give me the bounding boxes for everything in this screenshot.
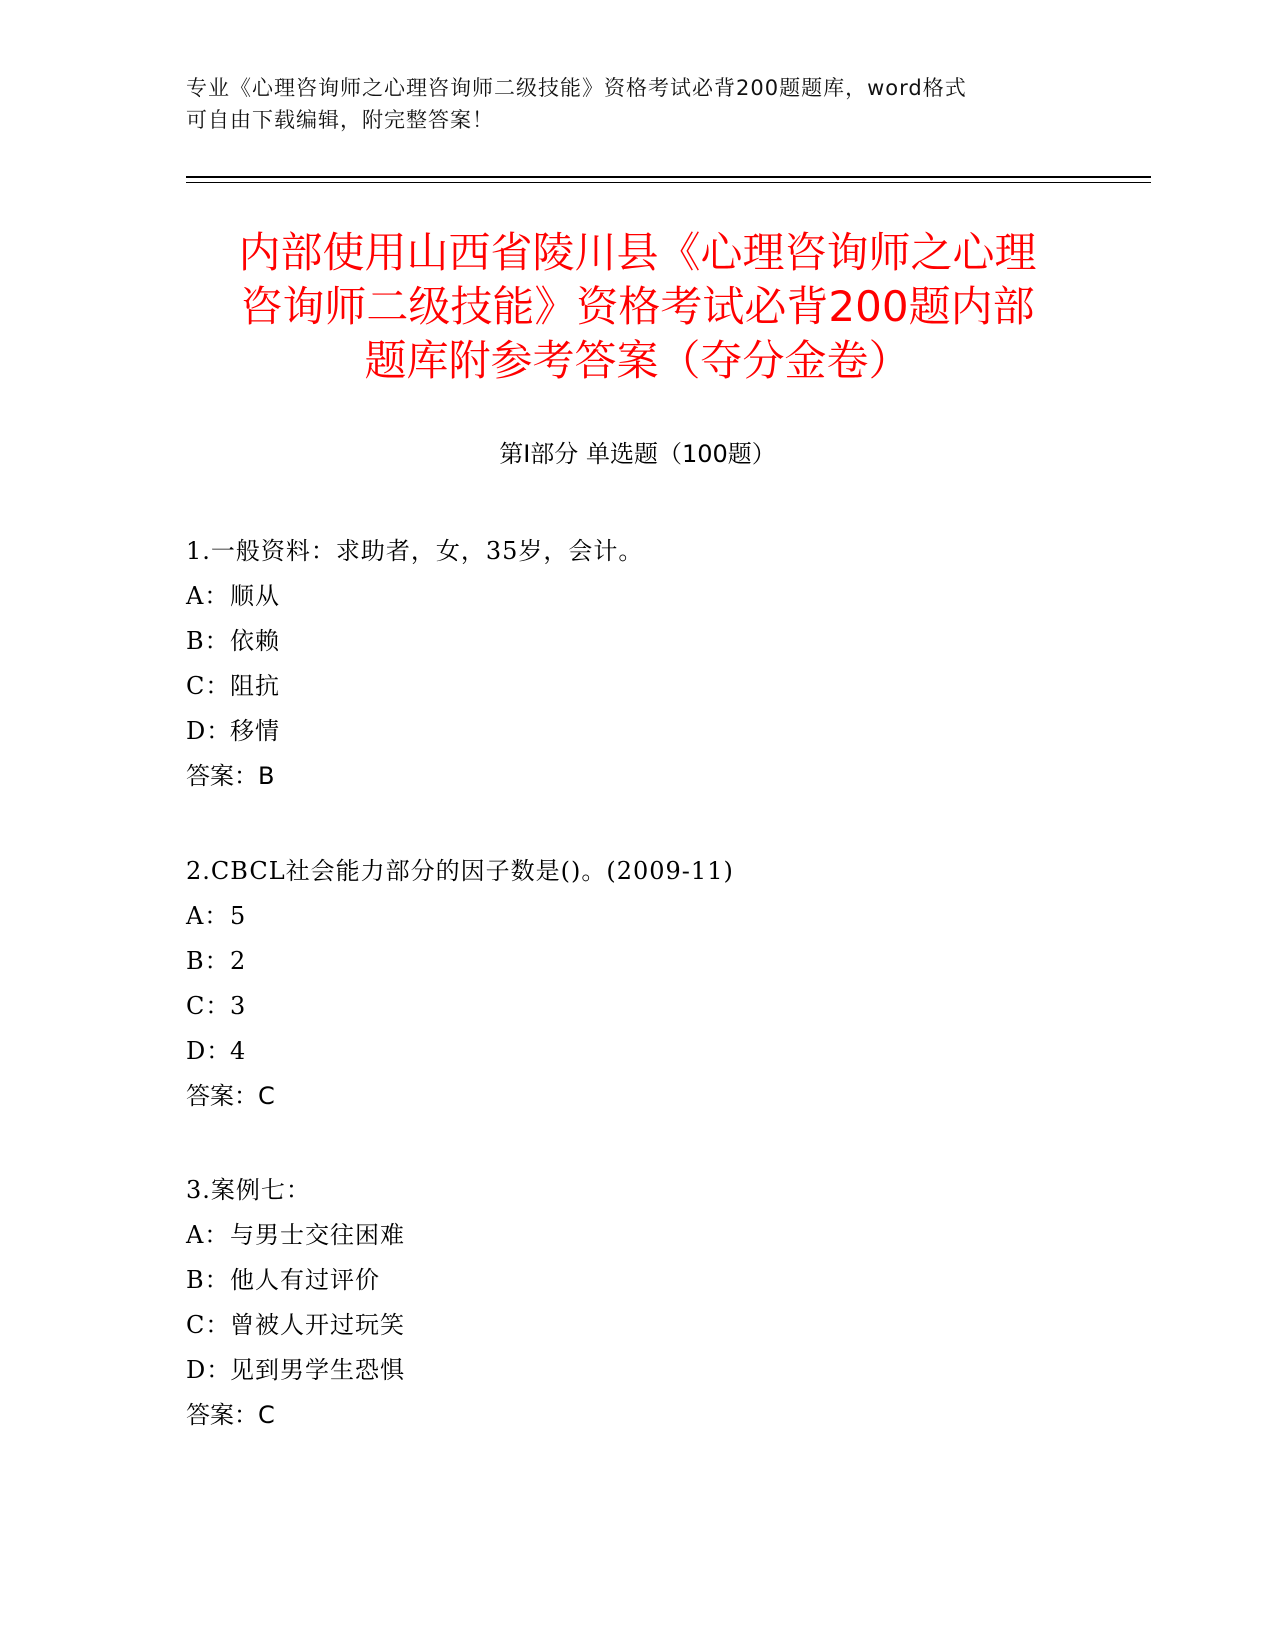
- option-text: 依赖: [230, 627, 280, 655]
- option-text: 3: [230, 992, 247, 1020]
- option-key: B：: [186, 627, 230, 655]
- option-key: C：: [186, 1311, 231, 1339]
- option-text: 见到男学生恐惧: [230, 1356, 405, 1384]
- document-title-line-2: 咨询师二级技能》资格考试必背200题内部: [240, 282, 1035, 331]
- option-d: [186, 1029, 1086, 1074]
- question-stem: 1.一般资料：求助者，女，35岁，会计。: [186, 537, 644, 565]
- question-stem: 2.CBCL社会能力部分的因子数是()。(2009-11): [186, 857, 734, 885]
- question-2: [186, 849, 1086, 1119]
- option-key: A：: [186, 1221, 230, 1249]
- option-key: A：: [186, 582, 230, 610]
- option-key: B：: [186, 947, 230, 975]
- option-key: A：: [186, 902, 230, 930]
- option-b: [186, 939, 1086, 984]
- question-1: [186, 529, 1086, 799]
- option-text: 移情: [230, 717, 280, 745]
- option-text: 4: [230, 1037, 247, 1065]
- header-divider-thin: [186, 182, 1151, 183]
- option-key: C：: [186, 992, 231, 1020]
- option-b: [186, 619, 1086, 664]
- option-text: 阻抗: [230, 672, 280, 700]
- option-key: B：: [186, 1266, 230, 1294]
- option-key: C：: [186, 672, 231, 700]
- header-note: [186, 72, 1066, 136]
- option-b: [186, 1258, 1086, 1303]
- question-3: [186, 1168, 1086, 1438]
- answer-line: 答案：B: [186, 762, 275, 790]
- document-title-line-3: 题库附参考答案（夺分金卷）: [364, 336, 911, 385]
- header-divider-thick: [186, 176, 1151, 178]
- option-d: [186, 1348, 1086, 1393]
- answer-line: 答案：C: [186, 1401, 275, 1429]
- document-title: [150, 226, 1125, 388]
- document-title-line-1: 内部使用山西省陵川县《心理咨询师之心理: [238, 228, 1037, 277]
- option-c: [186, 984, 1086, 1029]
- question-stem: 3.案例七：: [186, 1176, 311, 1204]
- answer-line: 答案：C: [186, 1082, 275, 1110]
- option-a: [186, 1213, 1086, 1258]
- option-key: D：: [186, 1037, 232, 1065]
- option-d: [186, 709, 1086, 754]
- option-text: 与男士交往困难: [230, 1221, 405, 1249]
- option-text: 2: [230, 947, 247, 975]
- option-text: 他人有过评价: [230, 1266, 380, 1294]
- section-title: 第Ⅰ部分 单选题（100题）: [499, 440, 776, 468]
- option-a: [186, 894, 1086, 939]
- option-c: [186, 664, 1086, 709]
- option-c: [186, 1303, 1086, 1348]
- option-text: 5: [230, 902, 247, 930]
- header-note-line-2: 可自由下载编辑，附完整答案！: [186, 108, 494, 132]
- option-a: [186, 574, 1086, 619]
- option-key: D：: [186, 717, 232, 745]
- option-key: D：: [186, 1356, 232, 1384]
- option-text: 顺从: [230, 582, 280, 610]
- option-text: 曾被人开过玩笑: [230, 1311, 405, 1339]
- header-note-line-1: 专业《心理咨询师之心理咨询师二级技能》资格考试必背200题题库，word格式: [186, 76, 967, 100]
